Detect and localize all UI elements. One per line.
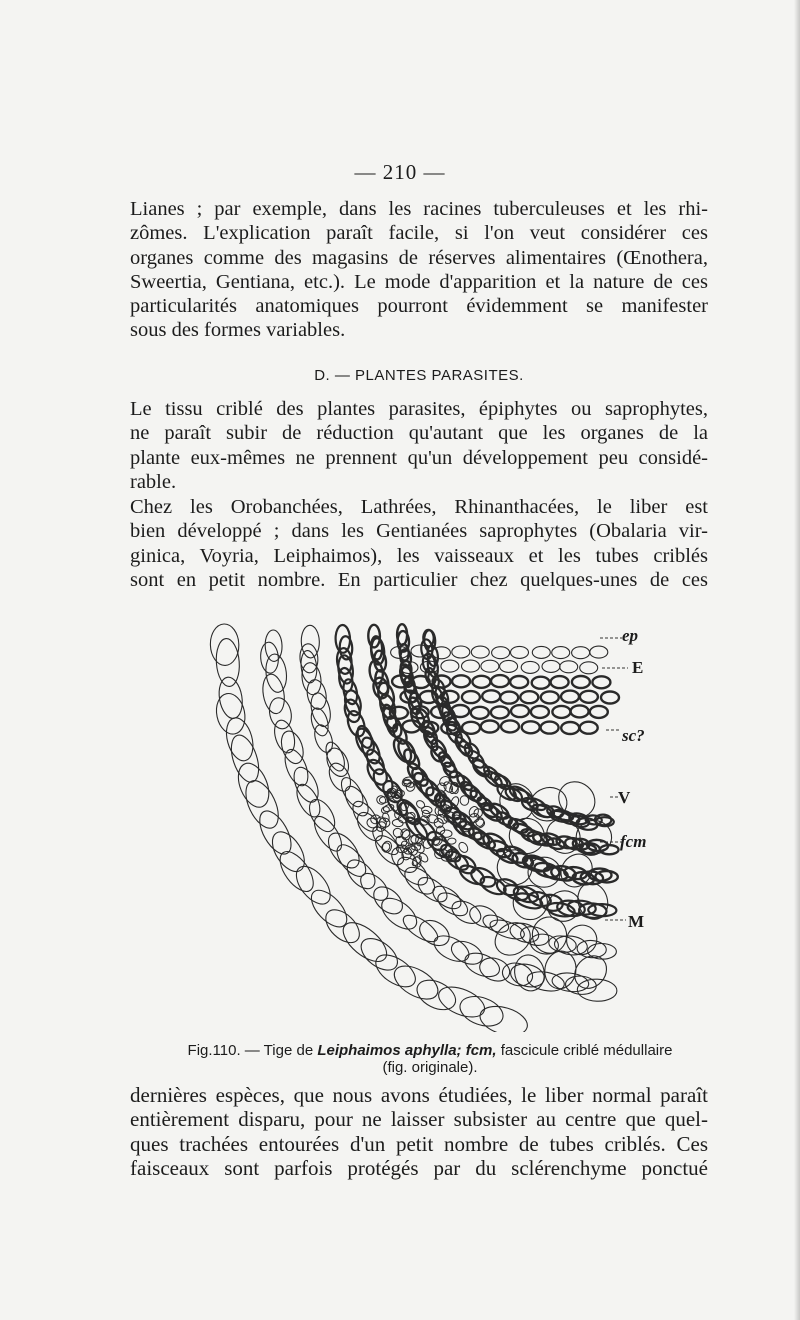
text-line: Le tissu criblé des plantes parasites, épiphytes ou saprophytes, bbox=[130, 398, 708, 420]
text-line: ques trachées entourées d'un petit nombre de tubes criblés. Ces bbox=[130, 1131, 708, 1156]
figure-caption bbox=[150, 1042, 710, 1076]
text-line: plante eux-mêmes ne prennent qu'un développement peu considé- bbox=[130, 446, 708, 469]
paragraph-continuation bbox=[130, 1083, 708, 1180]
paragraph-parasites-intro bbox=[130, 397, 708, 494]
paragraph-orobanchees bbox=[130, 495, 708, 592]
text-line: faisceaux sont parfois protégés par du sclérenchyme ponctué bbox=[130, 1155, 708, 1180]
caption-species: Leiphaimos aphylla; fcm, bbox=[317, 1042, 497, 1059]
intro-paragraph bbox=[130, 197, 708, 343]
page-number: — 210 — bbox=[354, 160, 446, 184]
text-line: Sweertia, Gentiana, etc.). Le mode d'apparition et la nature de ces bbox=[130, 270, 708, 293]
stem-cross-section-figure bbox=[170, 612, 710, 1032]
figure-label-M: M bbox=[628, 912, 645, 931]
text-line: rable. bbox=[130, 470, 177, 493]
figure-label-V: V bbox=[618, 788, 631, 807]
text-line: zômes. L'explication paraît facile, si l'on veut considérer ces bbox=[130, 222, 708, 245]
caption-line-2: (fig. originale). bbox=[382, 1059, 478, 1076]
text-line: ne paraît subir de réduction qu'autant que les organes de la bbox=[130, 422, 708, 445]
text-line: ginica, Voyria, Leiphaimos), les vaisseaux et les tubes criblés bbox=[130, 544, 708, 567]
section-heading: D. — PLANTES PARASITES. bbox=[314, 367, 524, 384]
caption-suffix: fascicule criblé médullaire bbox=[496, 1042, 673, 1059]
text-line: sont en petit nombre. En particulier chez quelques-unes de ces bbox=[130, 568, 708, 591]
caption-line-1 bbox=[150, 1042, 710, 1059]
figure-label-ep: ep bbox=[622, 626, 639, 645]
text-line: particularités anatomiques pourront évidemment se manifester bbox=[130, 295, 708, 318]
text-line: entièrement disparu, pour ne laisser subsister au centre que quel- bbox=[130, 1107, 708, 1132]
text-line: sous des formes variables. bbox=[130, 319, 346, 342]
figure-label-sc: sc? bbox=[622, 726, 645, 745]
text-line: bien développé ; dans les Gentianées saprophytes (Obalaria vir- bbox=[130, 520, 708, 543]
figure-label-E: E bbox=[632, 658, 644, 677]
text-line: Chez les Orobanchées, Lathrées, Rhinanthacées, le liber est bbox=[130, 496, 708, 518]
text-line: dernières espèces, que nous avons étudiées, le liber normal paraît bbox=[130, 1083, 708, 1107]
page-edge-shadow bbox=[794, 0, 800, 1320]
figure-label-fcm: fcm bbox=[620, 832, 647, 851]
caption-prefix: Fig.110. — Tige de bbox=[187, 1042, 318, 1059]
text-line: organes comme des magasins de réserves alimentaires (Œnothera, bbox=[130, 246, 708, 269]
text-line: Lianes ; par exemple, dans les racines tuberculeuses et les rhi- bbox=[130, 198, 708, 220]
